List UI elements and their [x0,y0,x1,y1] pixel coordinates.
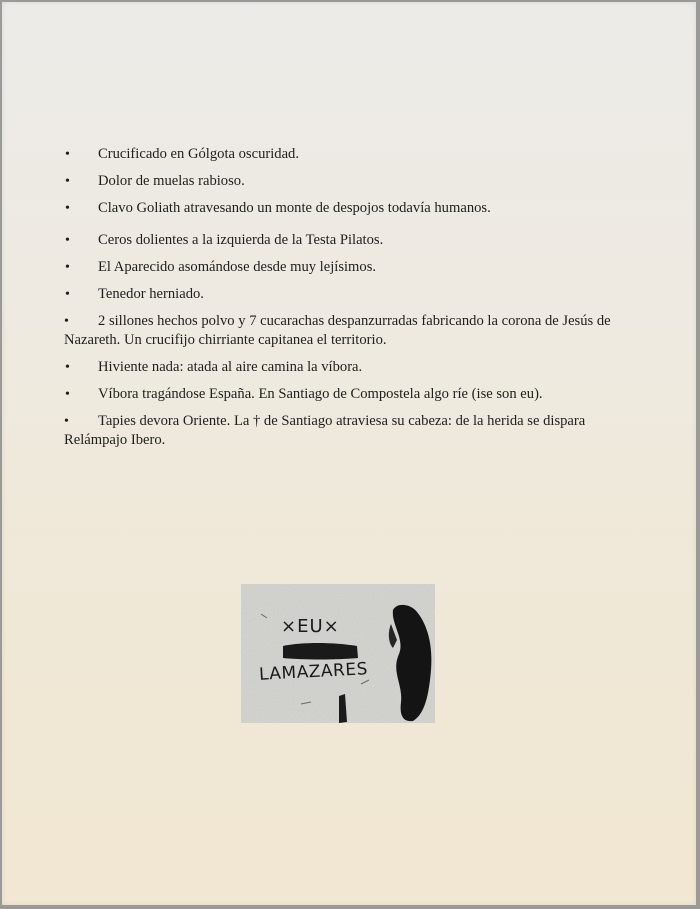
poem-line: • El Aparecido asomándose desde muy lejísimos. [64,258,624,277]
poem-line: • 2 sillones hechos polvo y 7 cucarachas despanzurradas fabricando la corona de Jesús de Nazareth. Un crucifijo chirriante capitanea el territorio. [64,312,624,350]
poem-line: • Dolor de muelas rabioso. [64,172,624,191]
artwork-print [241,584,435,723]
poem-line: • Clavo Goliath atravesando un monte de despojos todavía humanos. [64,199,624,218]
artwork-signature-text: LAMAZARES [258,659,369,685]
poem-list [64,145,624,458]
poem-line: • Tenedor herniado. [64,285,624,304]
artwork-top-text: ×EU× [281,616,340,637]
poem-line: • Ceros dolientes a la izquierda de la Testa Pilatos. [64,231,624,250]
poem-line: • Víbora tragándose España. En Santiago de Compostela algo ríe (ise son eu). [64,385,624,404]
printed-page [2,2,696,905]
poem-line: • Crucificado en Gólgota oscuridad. [64,145,624,164]
poem-line: • Tapies devora Oriente. La † de Santiago atraviesa su cabeza: de la herida se dispara Relámpajo Ibero. [64,412,624,450]
poem-line: • Hiviente nada: atada al aire camina la víbora. [64,358,624,377]
artwork-marks [241,584,435,723]
